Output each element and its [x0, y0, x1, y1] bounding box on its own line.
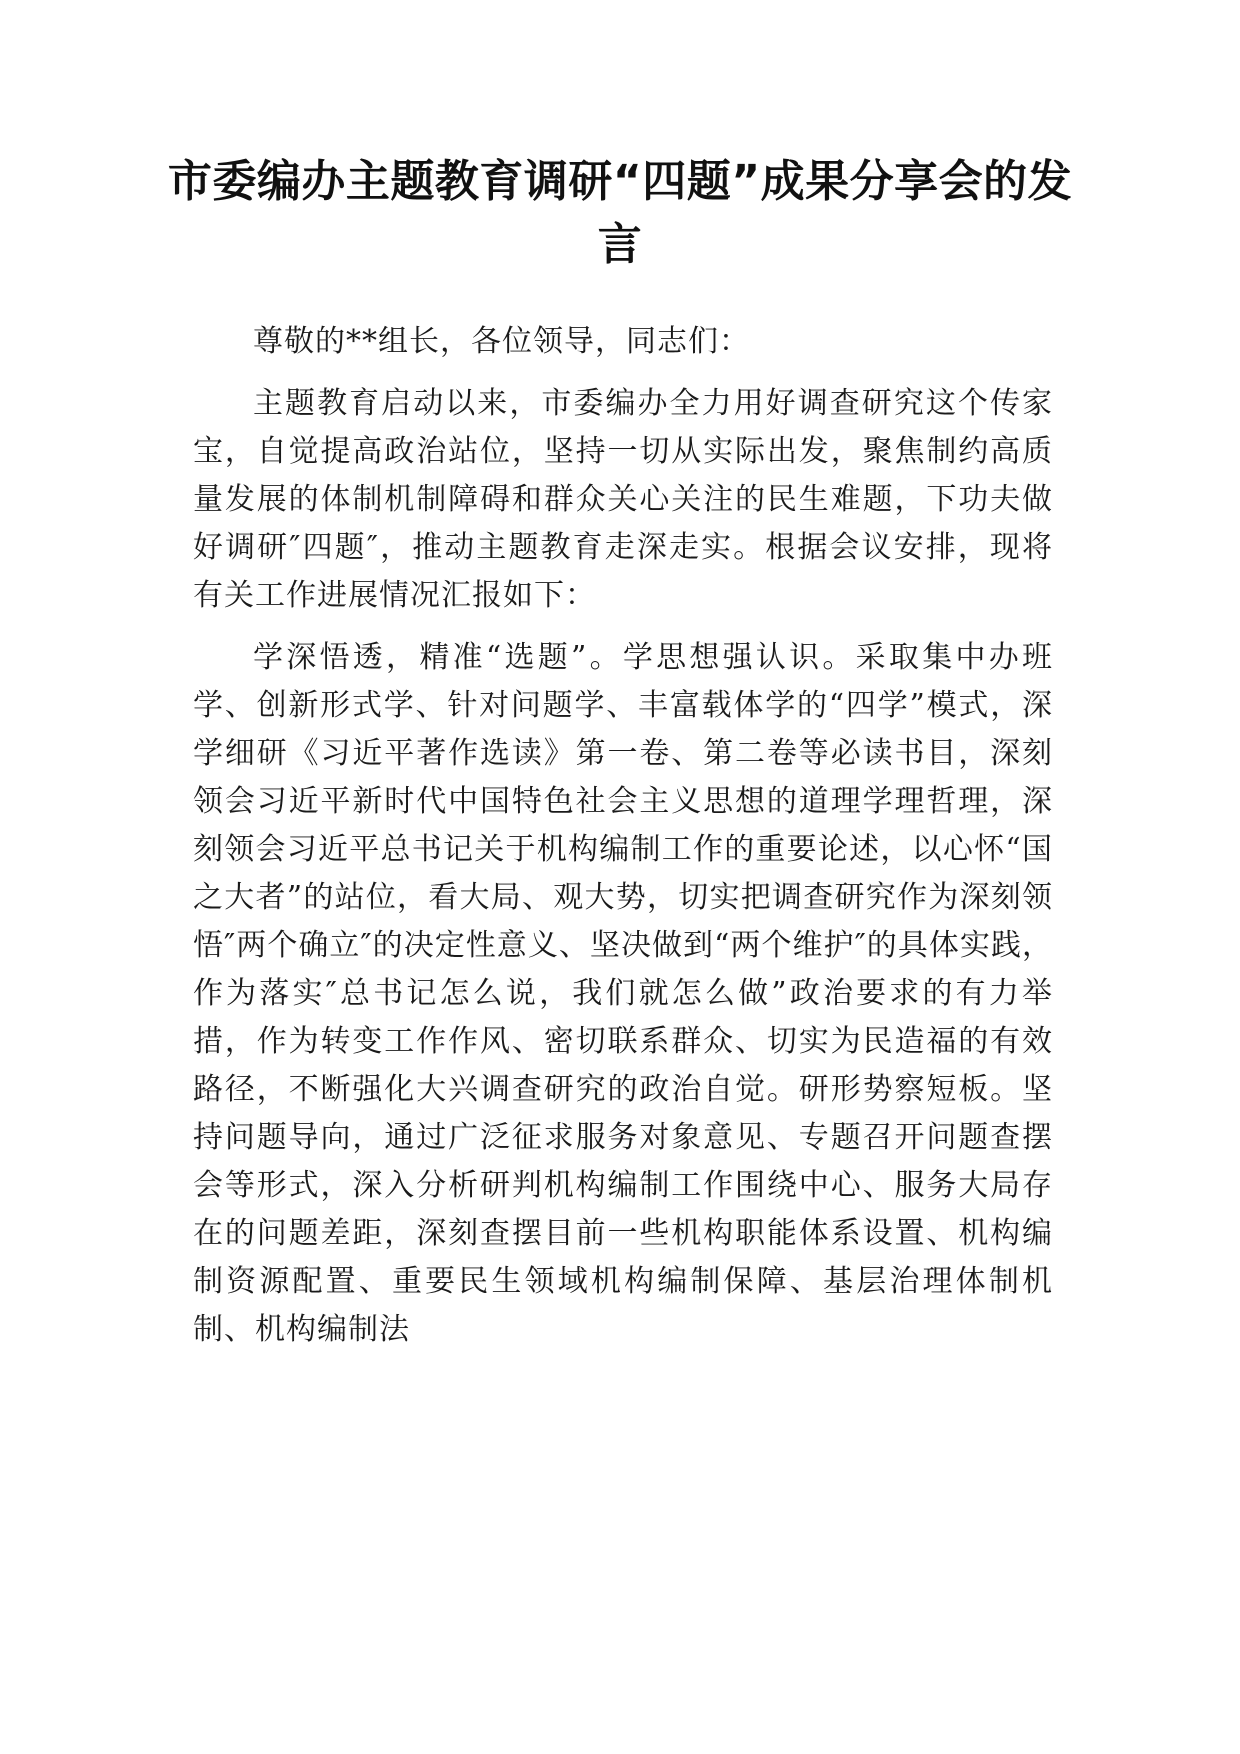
document-body	[193, 318, 1053, 1368]
paragraph-topic-selection: 学深悟透，精准“选题”。学思想强认识。采取集中办班学、创新形式学、针对问题学、丰富载体学的“四学”模式，深学细研《习近平著作选读》第一卷、第二卷等必读书目，深刻领会习近平新时代中国特色社会主义思想的道理学理哲理，深刻领会习近平总书记关于机构编制工作的重要论述，以心怀“国之大者”的站位，看大局、观大势，切实把调查研究作为深刻领悟″两个确立″的决定性意义、坚决做到“两个维护″的具体实践，作为落实″总书记怎么说，我们就怎么做”政治要求的有力举措，作为转变工作作风、密切联系群众、切实为民造福的有效路径，不断强化大兴调查研究的政治自觉。研形势察短板。坚持问题导向，通过广泛征求服务对象意见、专题召开问题查摆会等形式，深入分析研判机构编制工作围绕中心、服务大局存在的问题差距，深刻查摆目前一些机构职能体系设置、机构编制资源配置、重要民生领域机构编制保障、基层治理体制机制、机构编制法	[193, 640, 1053, 1347]
salutation: 尊敬的**组长，各位领导，同志们：	[253, 324, 750, 359]
document-title: 市委编办主题教育调研“四题”成果分享会的发言	[167, 156, 1073, 270]
paragraph-intro: 主题教育启动以来，市委编办全力用好调查研究这个传家宝，自觉提高政治站位，坚持一切从实际出发，聚焦制约高质量发展的体制机制障碍和群众关心关注的民生难题，下功夫做好调研″四题″，推动主题教育走深走实。根据会议安排，现将有关工作进展情况汇报如下：	[193, 386, 1053, 613]
